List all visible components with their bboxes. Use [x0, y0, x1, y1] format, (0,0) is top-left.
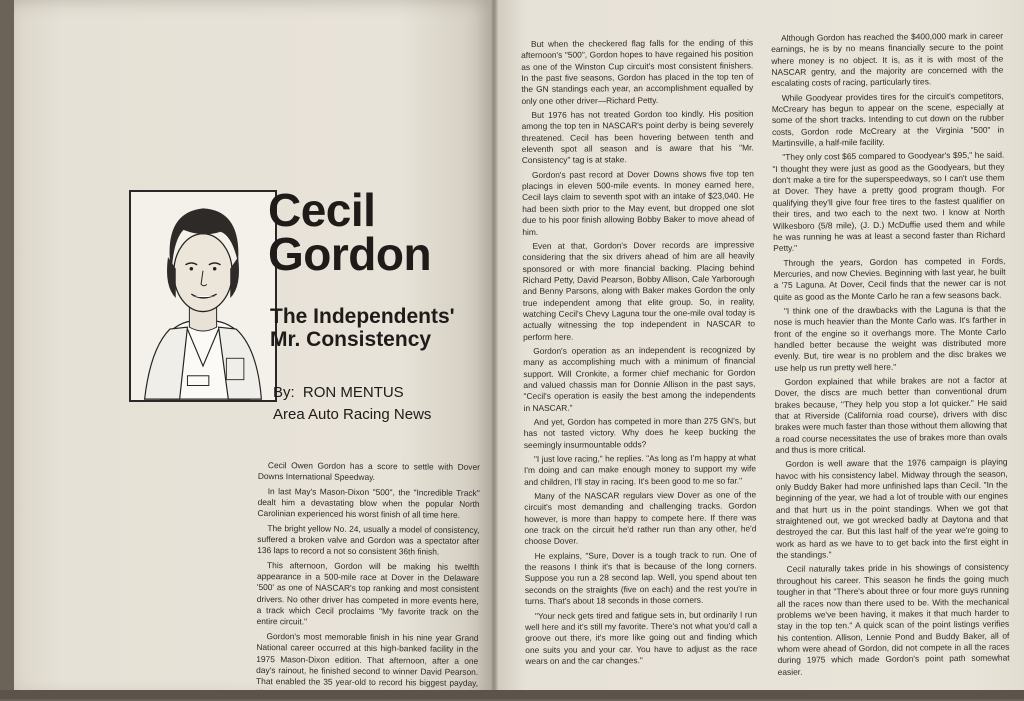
byline: [273, 382, 431, 426]
book-gutter: [490, 0, 498, 699]
paragraph: Gordon is well aware that the 1976 campaign is playing havoc with his consistency label. Midway through the season, only Buddy Baker had more unfinished laps than Cecil. "In the beginning of the year, we had a lot of trouble with our engines and that hurt us in the point standings. When we got that straightened out, we got wrecked badly at Daytona and that destroyed the car. But this last half of the year we're going to work as hard as we have to to get back into the first eight in the standings.": [775, 456, 1009, 561]
paragraph: He explains, "Sure, Dover is a tough track to run. One of the reasons I think it's that is because of the long corners. Suppose you run a 28 second lap. Well, you spend about ten seconds on the straights (five on each) and the rest you're in turns. That's about 18 seconds in those corners.: [524, 549, 757, 607]
paragraph: Gordon's past record at Dover Downs shows five top ten placings in eleven 500-mile events. In money earned here, Cecil lays claim to seventh spot with an intake of $23,040. He had been sixth prior to the May event, but dropped one slot due to his poor finish allowing Bobby Baker to move ahead of him.: [521, 168, 755, 237]
paragraph: "I think one of the drawbacks with the Laguna is that the nose is much heavier than the Monte Carlo was. It's farther in front of the engine so it overhangs more. The Monte Carlo handled better because the weight was distributed more evenly. But, tire wear is no problem and the disc brakes we use help us run pretty well here.": [773, 303, 1007, 373]
byline-label: By:: [273, 384, 295, 401]
paragraph: While Goodyear provides tires for the circuit's competitors, McCreary has begun to appear on the scene, especially at some of the short tracks. Intending to cut down on the rubber costs, Gordon rode McCreary at the Virginia "500" in Martinsville, a half-mile facility.: [771, 90, 1005, 149]
paragraph: Gordon explained that while brakes are not a factor at Dover, the discs are much better than conventional drum brakes because, "They help you stop a lot quicker." He said that at Riverside (California road course), drivers with disc brakes were much faster than those without them allowing that a road course necessitates the use of brakes more than ovals and thus is more critical.: [774, 374, 1008, 456]
driver-portrait: [129, 190, 277, 402]
paragraph: Even at that, Gordon's Dover records are impressive considering that the six drivers ahead of him are all heavily sponsored or with more financial backing. Placing behind Richard Petty, David Pearson, Bobby Allison, Cale Yarborough and Benny Parsons, along with Baker makes Gordon the only true independent among that elite group. So, in reality, watching Cecil's Chevy Laguna tour the one-mile oval today is actually witnessing the top independent in NASCAR to perform here.: [522, 239, 756, 342]
driver-portrait-drawing: [131, 192, 275, 400]
paragraph: Cecil Owen Gordon has a score to settle with Dover Downs International Speedway.: [257, 460, 480, 483]
subtitle-line-1: The Independents': [270, 305, 455, 328]
middle-body-column: [521, 37, 758, 666]
book-bottom-edge: [0, 690, 1024, 699]
paragraph: Through the years, Gordon has competed in Fords, Mercuries, and now Chevies. Beginning with last year, he built a '75 Laguna. At Dover, Cecil finds that the newer car is not quite as good as the Monte Carlo he ran a few seasons back.: [773, 255, 1006, 302]
paragraph: But when the checkered flag falls for the ending of this afternoon's "500", Gordon hopes to have regained his position as one of the Winston Cup circuit's most consistent finishers. In the past five seasons, Gordon has placed in the top ten of the GN standings each year, an accomplishment equalled by only one other driver—Richard Petty.: [521, 37, 754, 106]
paragraph: This afternoon, Gordon will be making his twelfth appearance in a 500-mile race at Dover in the Delaware '500' as one of NASCAR's top ranking and most consistent drivers. No other driver has competed in more events here, a track which Cecil proclaims "My favorite track on the entire circuit.": [256, 559, 480, 627]
subtitle-line-2: Mr. Consistency: [270, 328, 432, 351]
right-body-column: [771, 30, 1010, 677]
paragraph: "I just love racing," he replies. "As long as I'm happy at what I'm doing and can make enough money to support my wife and children, I'll stay in racing. It's been good to me so far.": [523, 452, 757, 487]
headline-last-name: Gordon: [268, 228, 432, 280]
paragraph: In last May's Mason-Dixon "500", the "Incredible Track" dealt him a devastating blow when the popular North Carolinian experienced his worst finish of all time here.: [257, 485, 480, 521]
paragraph: But 1976 has not treated Gordon too kindly. His position among the top ten in NASCAR's point derby is being severely threatened. Cecil has been hovering between tenth and eleventh spot all season and is aware that his "Mr. Consistency" tag is at stake.: [521, 108, 754, 166]
paragraph: Although Gordon has reached the $400,000 mark in career earnings, he is by no means financially secure to the point where money is no object. It is, as it is with most of the NASCAR gentry, and the majority are concerned with the escalating costs of racing, particularly tires.: [771, 30, 1004, 89]
paragraph: "Your neck gets tired and fatigue sets in, but ordinarily I run well here and it's still my favorite. There's not what you'd call a groove out there, it's more like going out and finding which one suits you and your car. You have to adjust as the race wears on and the car changes.": [525, 608, 758, 666]
author-name: RON MENTUS: [302, 384, 404, 401]
paragraph: And yet, Gordon has competed in more than 275 GN's, but has not tasted victory. Why does he keep bucking the seemingly insurmountable odds?: [523, 415, 756, 450]
paragraph: "They only cost $65 compared to Goodyear's $95," he said. "I thought they were just as good as the Goodyears, but they don't make a tire for the superspeedways, so I can't use them at Dover. They have a pretty good program though. For qualifying they'll give four free tires to the fastest qualifier on their tires, and two each to the next two. I know at North Wilkesboro (5/8 mile), (J. D.) McDuffie used them and while he was running he was at least a second faster than Richard Petty.": [772, 150, 1006, 254]
article-subtitle: [270, 305, 455, 351]
paragraph: The bright yellow No. 24, usually a model of consistency, suffered a broken valve and Gordon was a spectator after 136 laps to record a not so consistent 36th finish.: [257, 522, 480, 557]
article-headline: [268, 184, 432, 280]
left-body-column: [256, 460, 480, 701]
paragraph: Gordon's operation as an independent is recognized by many as accomplishing much with a minimum of financial support. Will Cronkite, a former chief mechanic for Gordon and valued chassis man for Donnie Allison in the past says, "Cecil's operation is easily the best among the independents in NASCAR.": [523, 344, 756, 413]
paragraph: Many of the NASCAR regulars view Dover as one of the circuit's most demanding and challenging tracks. Gordon however, is more than happy to compete here. If there was one track on the circuit he'd rather run than any other, he'd choose Dover.: [524, 489, 757, 547]
publication-name: Area Auto Racing News: [273, 406, 432, 423]
paragraph: Gordon's most memorable finish in his nine year Grand National career occurred at this high-banked facility in the 1975 Mason-Dixon edition. That afternoon, after a one day's rainout, he finished second to winner David Pearson. That enabled the 35 year-old to record his biggest payday,: [256, 630, 479, 689]
headline-first-name: Cecil: [268, 184, 376, 236]
paragraph: Cecil naturally takes pride in his showings of consistency throughout his career. This season he finds the going much tougher in that "There's about three or four more guys running all the races now than there used to be. With the mechanical problems we've been having, it makes it that much harder to stay in the top ten." A quick scan of the point listings verifies his contention. Allison, Lennie Pond and Buddy Baker, all of whom were ahead of Gordon, did not compete in all the races during 1975 which made Gordon's point path somewhat easier.: [776, 562, 1010, 677]
